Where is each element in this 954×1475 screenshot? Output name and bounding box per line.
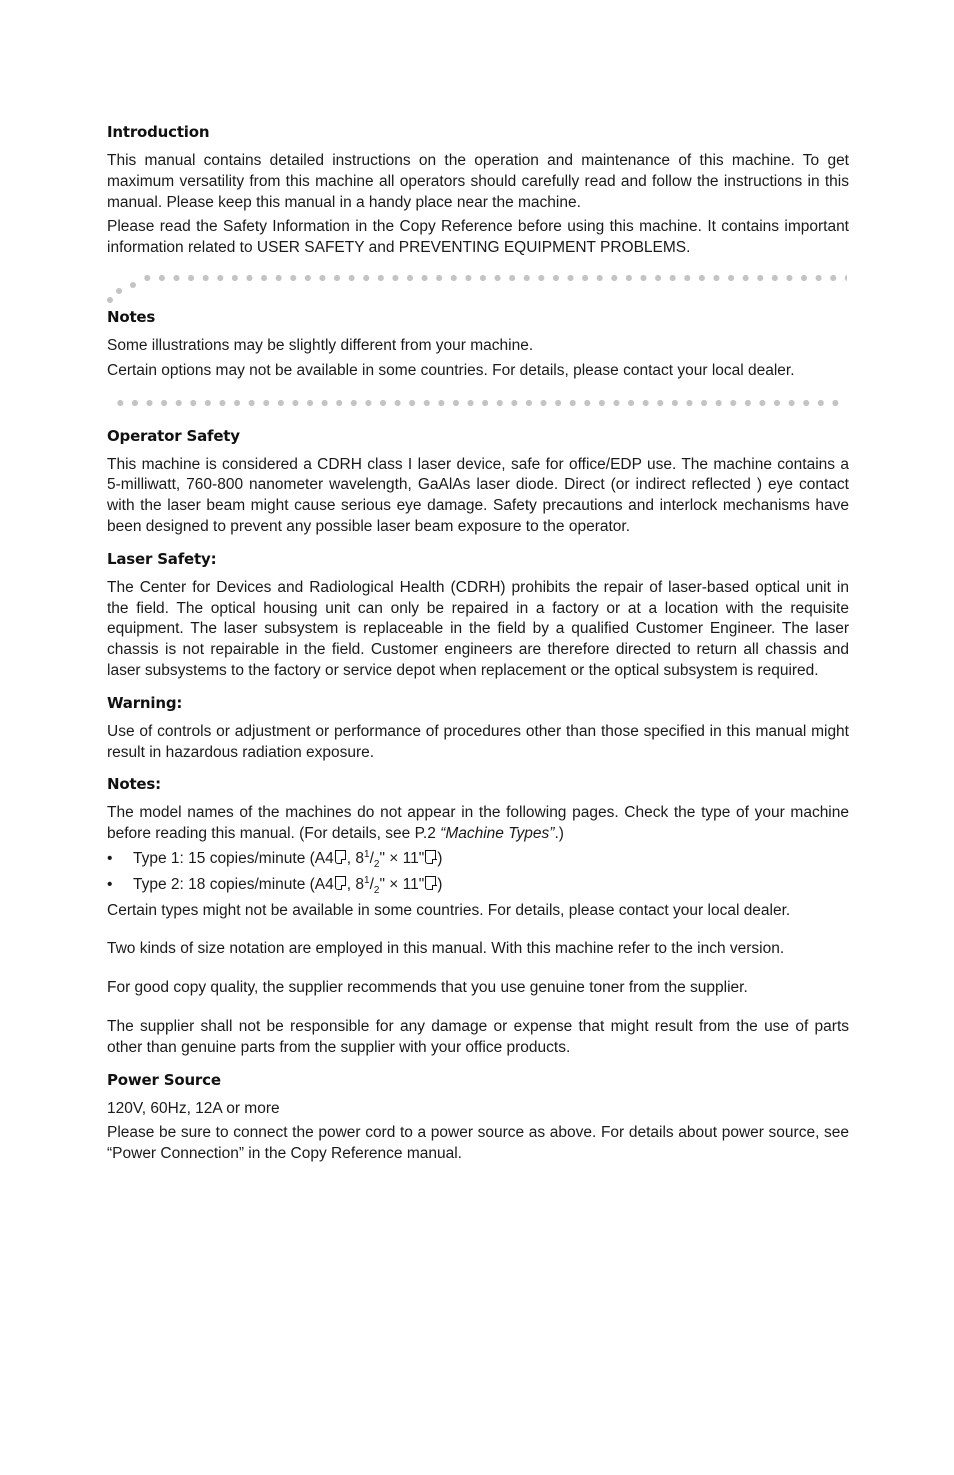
- notes-paragraph-1: Some illustrations may be slightly different from your machine.: [107, 336, 534, 354]
- machine-type-list: [107, 849, 849, 896]
- power-source-paragraph: Please be sure to connect the power cord to a power source as above. For details about power source, see “Power Connection” in the Copy Reference manual.: [107, 1124, 849, 1163]
- notes2-paragraph-2: Certain types might not be available in some countries. For details, please contact your local dealer.: [107, 901, 791, 919]
- power-source-spec: 120V, 60Hz, 12A or more: [107, 1099, 280, 1117]
- notes2-paragraph-5: The supplier shall not be responsible for any damage or expense that might result from the use of parts other than genuine parts from the supplier with your office products.: [107, 1017, 849, 1056]
- power-source-heading: Power Source: [107, 1070, 221, 1089]
- list-item: • Type 2: 18 copies/minute (A4 , $8^1/_2$" × 11" ): [107, 874, 443, 896]
- paper-portrait-icon: [425, 850, 436, 864]
- machine-types-reference: “Machine Types”: [440, 825, 555, 843]
- paper-portrait-icon: [335, 876, 346, 890]
- notes-paragraph-2: Certain options may not be available in some countries. For details, please contact your local dealer.: [107, 361, 795, 379]
- manual-page: [107, 122, 849, 1169]
- operator-safety-paragraph: This machine is considered a CDRH class I laser device, safe for office/EDP use. The machine contains a 5-milliwatt, 760-800 nanometer wavelength, GaAlAs laser diode. Direct (or indirect reflected ) eye contact with the laser beam might cause serious eye damage. Safety precautions and interlock mechanisms have been designed to prevent any possible laser beam exposure to the operator.: [107, 455, 849, 535]
- notes2-heading: Notes:: [107, 775, 161, 794]
- dotted-divider-bottom: [107, 398, 849, 408]
- introduction-paragraph-2: Please read the Safety Information in the Copy Reference before using this machine. It contains important information related to USER SAFETY and PREVENTING EQUIPMENT PROBLEMS.: [107, 218, 849, 257]
- notes2-paragraph-4: For good copy quality, the supplier recommends that you use genuine toner from the supplier.: [107, 979, 748, 997]
- paper-portrait-icon: [425, 876, 436, 890]
- notes-heading: Notes: [107, 307, 156, 326]
- introduction-heading: Introduction: [107, 123, 210, 141]
- notes2-paragraph-1: The model names of the machines do not appear in the following pages. Check the type of your machine before reading this manual. (For details, see P.2 “Machine Types”.): [107, 804, 849, 843]
- laser-safety-heading: Laser Safety:: [107, 549, 217, 568]
- dotted-divider-top: [107, 273, 849, 295]
- warning-heading: Warning:: [107, 693, 183, 712]
- operator-safety-heading: Operator Safety: [107, 426, 240, 445]
- paper-portrait-icon: [335, 850, 346, 864]
- laser-safety-paragraph: The Center for Devices and Radiological Health (CDRH) prohibits the repair of laser-based optical unit in the field. The optical housing unit can only be repaired in a factory or at a location with the requisite equipment. The laser subsystem is replaceable in the field by a qualified Customer Engineer. The laser chassis is not repairable in the field. Customer engineers are therefore directed to return all chassis and laser subsystems to the factory or service depot when replacement or the optical subsystem is required.: [107, 578, 849, 679]
- list-item: • Type 1: 15 copies/minute (A4 , $8^1/_2$" × 11" ): [107, 848, 443, 871]
- notes2-paragraph-3: Two kinds of size notation are employed in this manual. With this machine refer to the inch version.: [107, 940, 785, 958]
- warning-paragraph: Use of controls or adjustment or performance of procedures other than those specified in this manual might result in hazardous radiation exposure.: [107, 722, 849, 761]
- introduction-paragraph-1: This manual contains detailed instructions on the operation and maintenance of this machine. To get maximum versatility from this machine all operators should carefully read and follow the instructions in this manual. Please keep this manual in a handy place near the machine.: [107, 152, 849, 211]
